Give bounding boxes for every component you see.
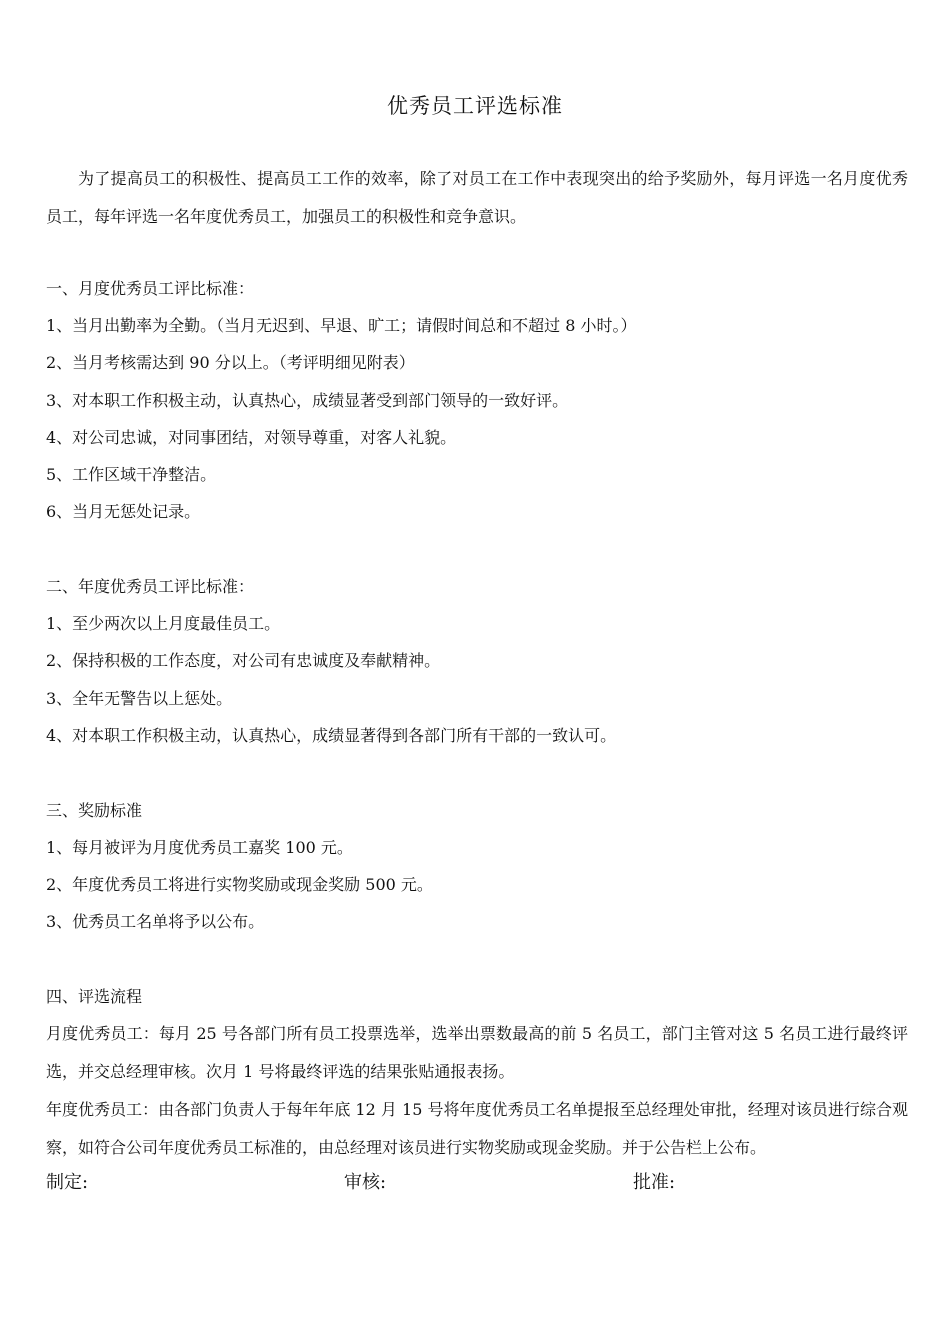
list-item: 4、对本职工作积极主动，认真热心，成绩显著得到各部门所有干部的一致认可。 (46, 726, 617, 745)
signature-row (46, 1168, 908, 1198)
list-item: 1、当月出勤率为全勤。（当月无迟到、早退、旷工；请假时间总和不超过 8 小时。） (46, 316, 637, 335)
list-item: 2、保持积极的工作态度，对公司有忠诚度及奉献精神。 (46, 651, 441, 670)
approved-by-label: 批准: (633, 1172, 676, 1193)
section-heading-annual: 二、年度优秀员工评比标准： (46, 577, 255, 596)
list-item: 1、每月被评为月度优秀员工嘉奖 100 元。 (46, 838, 353, 857)
section-heading-monthly: 一、月度优秀员工评比标准： (46, 279, 255, 298)
intro-paragraph: 为了提高员工的积极性、提高员工工作的效率，除了对员工在工作中表现突出的给予奖励外，每月评选一名月度优秀员工，每年评选一名年度优秀员工，加强员工的积极性和竞争意识。 (46, 169, 908, 226)
reviewed-by-label: 审核: (344, 1172, 387, 1193)
process-monthly-paragraph: 月度优秀员工：每月 25 号各部门所有员工投票选举，选举出票数最高的前 5 名员工，部门主管对这 5 名员工进行最终评选，并交总经理审核。次月 1 号将最终评选的结果张贴通报表扬。 (46, 1024, 908, 1081)
section-heading-process: 四、评选流程 (46, 987, 143, 1006)
list-item: 4、对公司忠诚，对同事团结，对领导尊重，对客人礼貌。 (46, 428, 457, 447)
list-item: 3、全年无警告以上惩处。 (46, 689, 233, 708)
list-item: 2、年度优秀员工将进行实物奖励或现金奖励 500 元。 (46, 875, 433, 894)
section-heading-rewards: 三、奖励标准 (46, 801, 143, 820)
document-title: 优秀员工评选标准 (387, 94, 563, 118)
made-by-label: 制定: (46, 1172, 89, 1193)
list-item: 3、优秀员工名单将予以公布。 (46, 912, 265, 931)
list-item: 5、工作区域干净整洁。 (46, 465, 217, 484)
list-item: 3、对本职工作积极主动，认真热心，成绩显著受到部门领导的一致好评。 (46, 391, 569, 410)
list-item: 2、当月考核需达到 90 分以上。（考评明细见附表） (46, 353, 415, 372)
list-item: 6、当月无惩处记录。 (46, 502, 201, 521)
process-annual-paragraph: 年度优秀员工：由各部门负责人于每年年底 12 月 15 号将年度优秀员工名单提报至总经理处审批，经理对该员进行综合观察，如符合公司年度优秀员工标准的，由总经理对该员进行实物奖励或现金奖励。并于公告栏上公布。 (46, 1100, 908, 1157)
list-item: 1、至少两次以上月度最佳员工。 (46, 614, 281, 633)
